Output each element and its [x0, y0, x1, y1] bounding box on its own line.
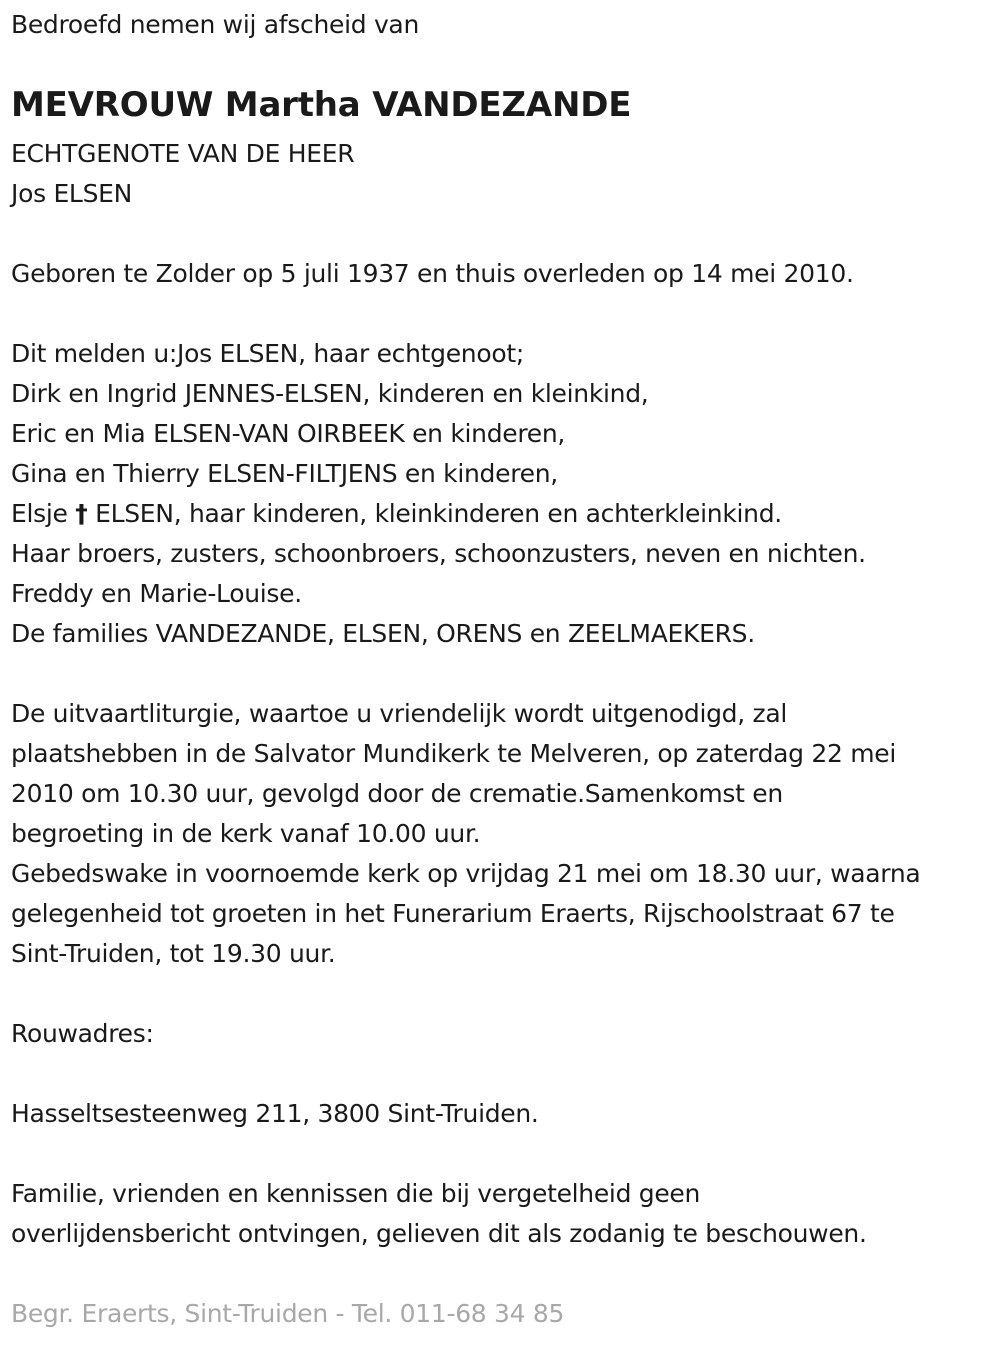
funeral-line: Gebedswake in voornoemde kerk op vrijdag 21 mei om 18.30 uur, waarna — [11, 859, 921, 888]
funeral-line: De uitvaartliturgie, waartoe u vriendelijk wordt uitgenodigd, zal — [11, 699, 788, 728]
notice-line: Familie, vrienden en kennissen die bij vergetelheid geen — [11, 1179, 701, 1208]
mourner-line: Freddy en Marie-Louise. — [11, 579, 302, 608]
cross-icon: † — [75, 499, 88, 528]
funeral-line: Sint-Truiden, tot 19.30 uur. — [11, 939, 336, 968]
mourner-line: Dirk en Ingrid JENNES-ELSEN, kinderen en kleinkind, — [11, 379, 649, 408]
mourner-line: Haar broers, zusters, schoonbroers, schoonzusters, neven en nichten. — [11, 539, 866, 568]
address-label: Rouwadres: — [11, 1019, 154, 1048]
funeral-home-footer: Begr. Eraerts, Sint-Truiden - Tel. 011-68 34 85 — [11, 1299, 565, 1328]
mourner-line: De families VANDEZANDE, ELSEN, ORENS en ZEELMAEKERS. — [11, 619, 755, 648]
funeral-line: plaatshebben in de Salvator Mundikerk te Melveren, op zaterdag 22 mei — [11, 739, 897, 768]
mourner-line: Gina en Thierry ELSEN-FILTJENS en kinderen, — [11, 459, 558, 488]
spouse-name: Jos ELSEN — [11, 179, 133, 208]
mourner-line — [11, 494, 782, 534]
intro-text: Bedroefd nemen wij afscheid van — [11, 10, 419, 39]
spouse-label: ECHTGENOTE VAN DE HEER — [11, 139, 355, 168]
deceased-name: MEVROUW Martha VANDEZANDE — [11, 85, 632, 125]
birth-death-text: Geboren te Zolder op 5 juli 1937 en thuis overleden op 14 mei 2010. — [11, 259, 854, 288]
mourner-text: ELSEN, haar kinderen, kleinkinderen en achterkleinkind. — [95, 499, 782, 528]
mourner-line: Dit melden u:Jos ELSEN, haar echtgenoot; — [11, 339, 524, 368]
mourner-name: Elsje — [11, 499, 68, 528]
address-value: Hasseltsesteenweg 211, 3800 Sint-Truiden. — [11, 1099, 539, 1128]
notice-line: overlijdensbericht ontvingen, gelieven dit als zodanig te beschouwen. — [11, 1219, 867, 1248]
funeral-line: begroeting in de kerk vanaf 10.00 uur. — [11, 819, 481, 848]
mourner-line: Eric en Mia ELSEN-VAN OIRBEEK en kinderen, — [11, 419, 566, 448]
funeral-line: gelegenheid tot groeten in het Funerarium Eraerts, Rijschoolstraat 67 te — [11, 899, 895, 928]
funeral-line: 2010 om 10.30 uur, gevolgd door de crematie.Samenkomst en — [11, 779, 783, 808]
